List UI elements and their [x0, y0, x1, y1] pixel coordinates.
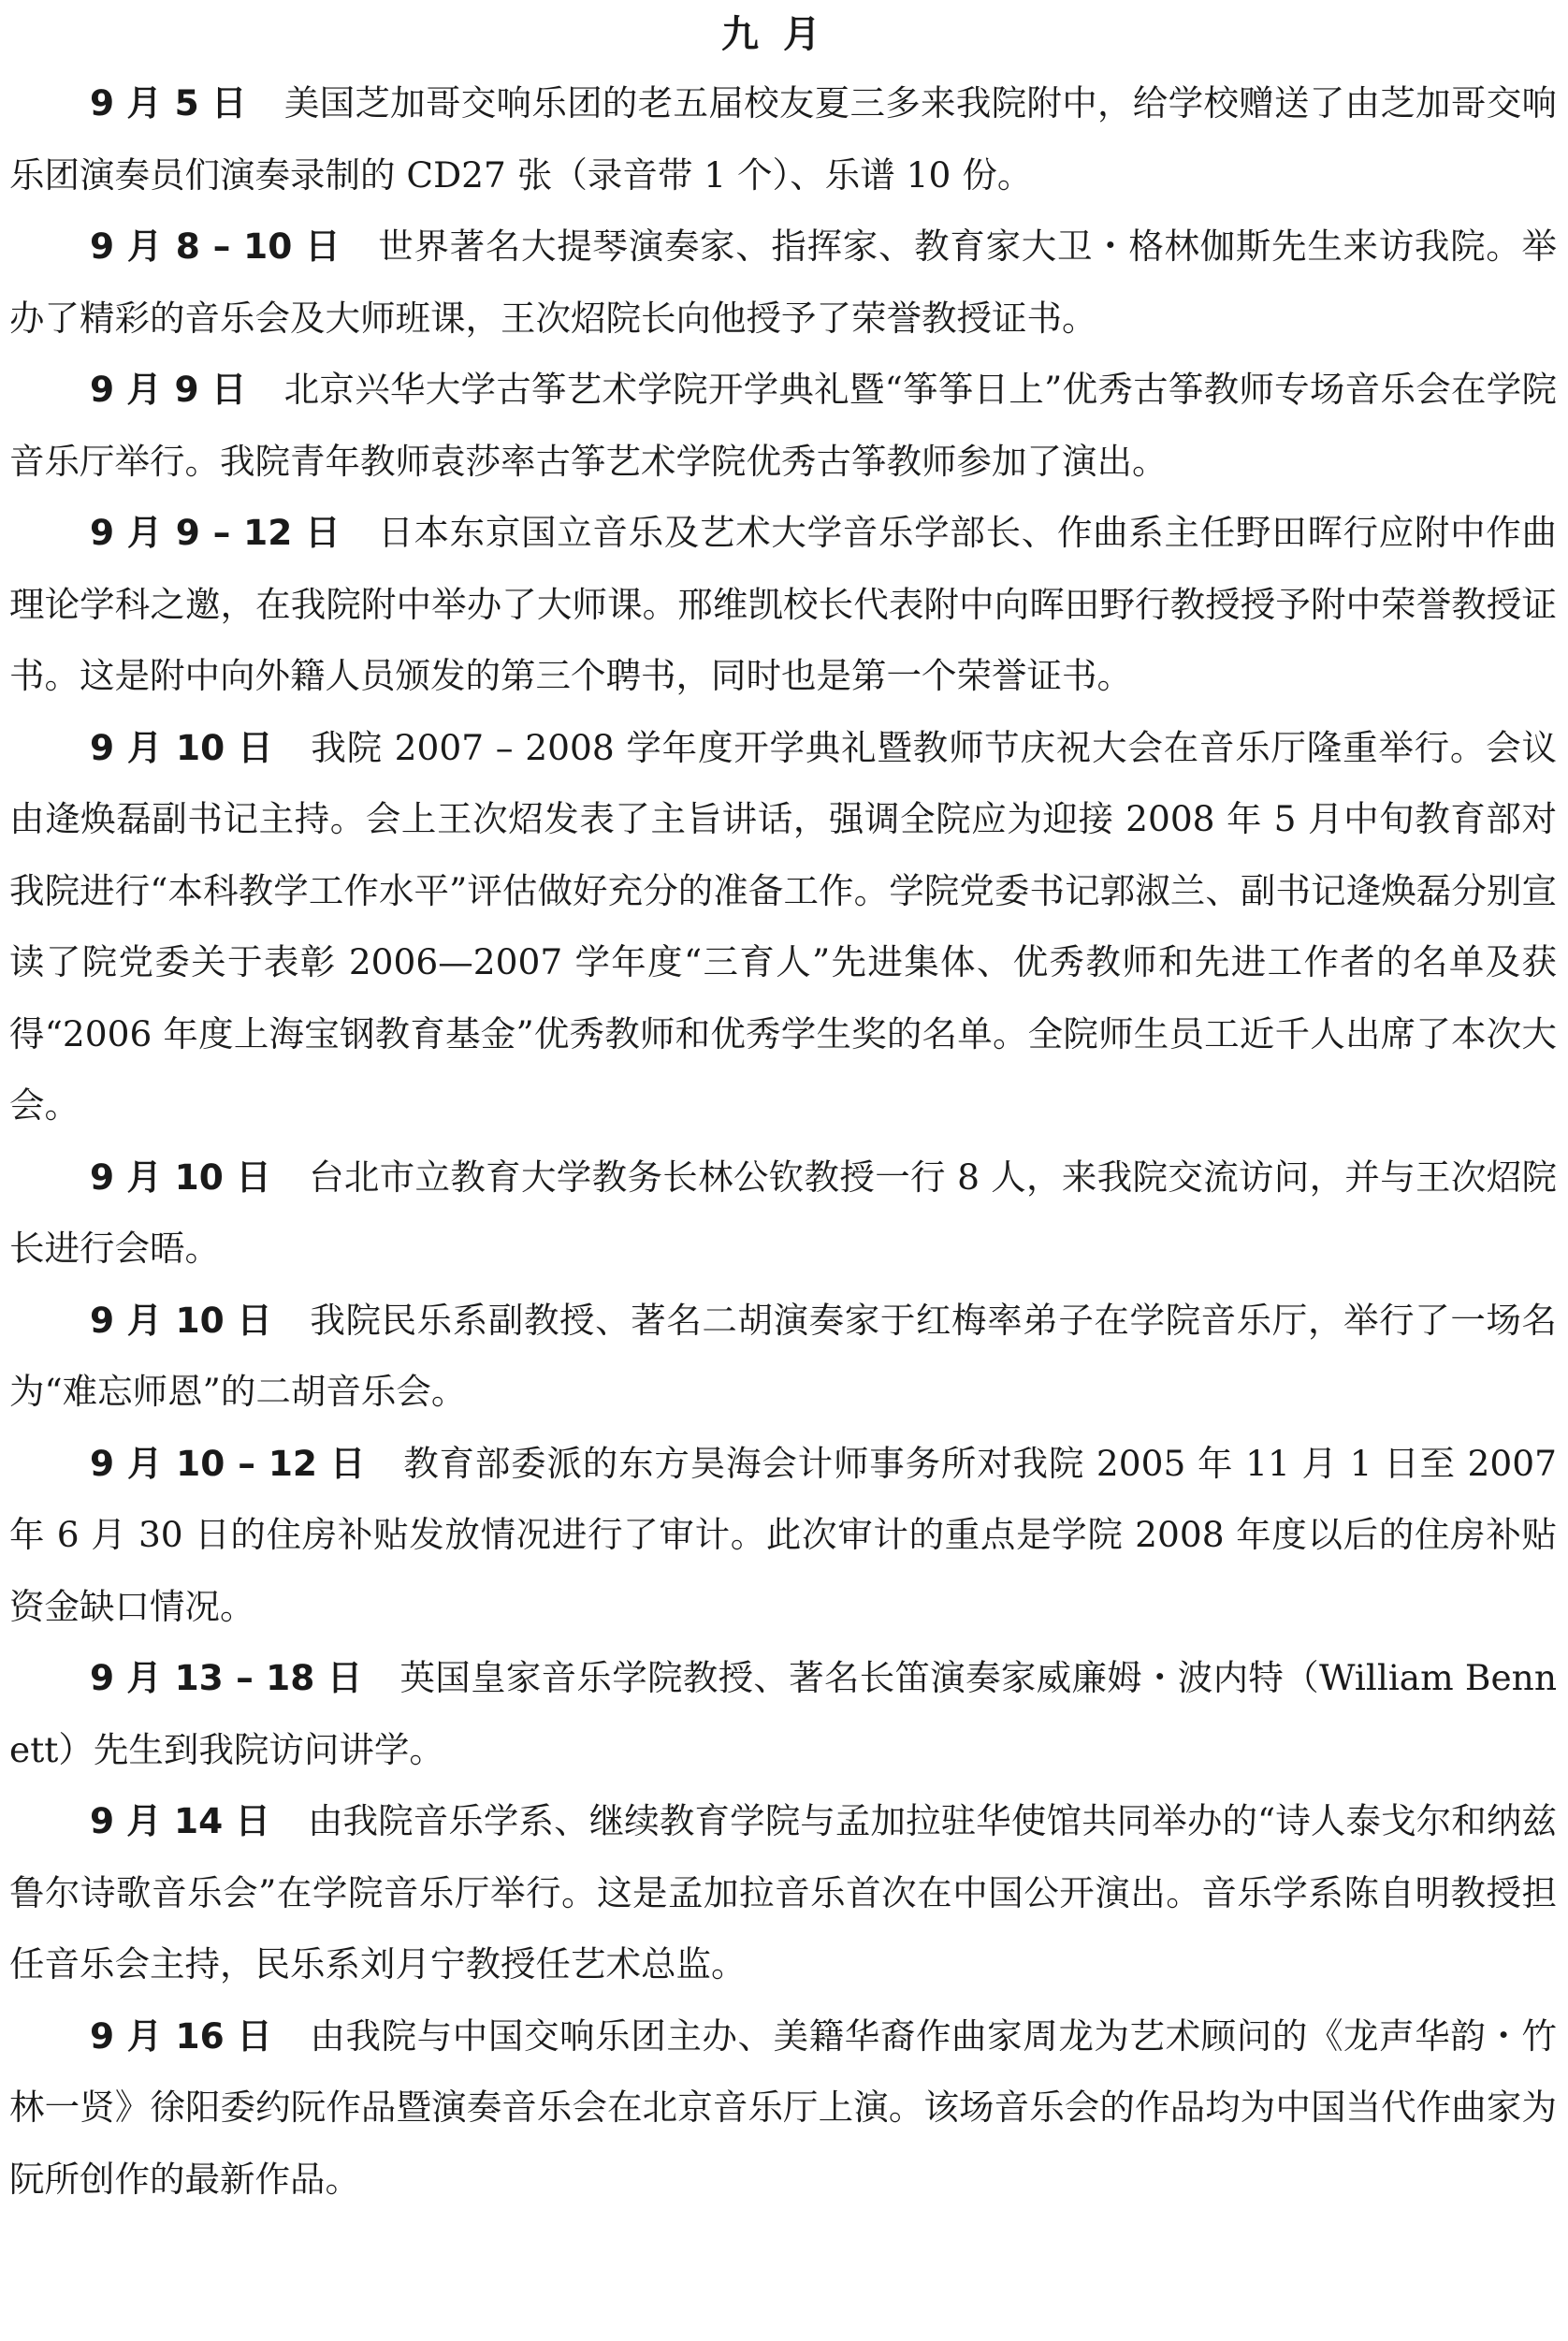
entry-text: 台北市立教育大学教务长林公钦教授一行 8 人，来我院交流访问，并与王次炤院长进行会晤。	[9, 1156, 1557, 1269]
chronicle-entry	[9, 497, 1557, 712]
entry-text: 英国皇家音乐学院教授、著名长笛演奏家威廉姆・波内特（William Bennett）先生到我院访问讲学。	[9, 1657, 1557, 1770]
chronicle-entry	[9, 1141, 1557, 1285]
month-heading: 九月	[721, 13, 845, 56]
chronicle-entry	[9, 354, 1557, 497]
chronicle-entry	[9, 1285, 1557, 1428]
entry-date: 9 月 13 – 18 日	[90, 1657, 363, 1698]
entry-date: 9 月 9 日	[90, 369, 247, 410]
entry-text: 由我院与中国交响乐团主办、美籍华裔作曲家周龙为艺术顾问的《龙声华韵・竹林一贤》徐阳委约阮作品暨演奏音乐会在北京音乐厅上演。该场音乐会的作品均为中国当代作曲家为阮所创作的最新作品。	[9, 2014, 1557, 2200]
chronicle-entry	[9, 211, 1557, 354]
entry-date: 9 月 5 日	[90, 82, 247, 124]
chronicle-entry	[9, 1642, 1557, 1785]
entry-date: 9 月 10 日	[90, 1156, 272, 1198]
entry-text: 美国芝加哥交响乐团的老五届校友夏三多来我院附中，给学校赠送了由芝加哥交响乐团演奏员们演奏录制的 CD27 张（录音带 1 个）、乐谱 10 份。	[9, 82, 1557, 196]
chronicle-entry	[9, 2000, 1557, 2216]
entry-text: 我院民乐系副教授、著名二胡演奏家于红梅率弟子在学院音乐厅，举行了一场名为“难忘师恩”的二胡音乐会。	[9, 1299, 1557, 1412]
entry-text: 由我院音乐学系、继续教育学院与孟加拉驻华使馆共同举办的“诗人泰戈尔和纳兹鲁尔诗歌音乐会”在学院音乐厅举行。这是孟加拉音乐首次在中国公开演出。音乐学系陈自明教授担任音乐会主持，民乐系刘月宁教授任艺术总监。	[9, 1800, 1557, 1985]
entry-date: 9 月 14 日	[90, 1800, 270, 1841]
entry-date: 9 月 10 日	[90, 726, 274, 768]
entry-date: 9 月 9 – 12 日	[90, 512, 341, 553]
entry-date: 9 月 16 日	[90, 2014, 273, 2057]
entry-date: 9 月 8 – 10 日	[90, 225, 341, 267]
entry-date: 9 月 10 日	[90, 1299, 273, 1341]
entry-text: 教育部委派的东方昊海会计师事务所对我院 2005 年 11 月 1 日至 2007 年 6 月 30 日的住房补贴发放情况进行了审计。此次审计的重点是学院 2008 年度以后的住房补贴资金缺口情况。	[9, 1442, 1557, 1627]
chronicle-entries	[9, 67, 1557, 2215]
entry-text: 北京兴华大学古筝艺术学院开学典礼暨“筝筝日上”优秀古筝教师专场音乐会在学院音乐厅举行。我院青年教师袁莎率古筝艺术学院优秀古筝教师参加了演出。	[9, 369, 1557, 482]
entry-date: 9 月 10 – 12 日	[90, 1442, 367, 1484]
chronicle-entry	[9, 1785, 1557, 2000]
entry-text: 日本东京国立音乐及艺术大学音乐学部长、作曲系主任野田晖行应附中作曲理论学科之邀，在我院附中举办了大师课。邢维凯校长代表附中向晖田野行教授授予附中荣誉教授证书。这是附中向外籍人员颁发的第三个聘书，同时也是第一个荣誉证书。	[9, 512, 1557, 696]
entry-text: 我院 2007 – 2008 学年度开学典礼暨教师节庆祝大会在音乐厅隆重举行。会议由逄焕磊副书记主持。会上王次炤发表了主旨讲话，强调全院应为迎接 2008 年 5 月中旬教育部对我院进行“本科教学工作水平”评估做好充分的准备工作。学院党委书记郭淑兰、副书记逄焕磊分别宣读了院党委关于表彰 2006—2007 学年度“三育人”先进集体、优秀教师和先进工作者的名单及获得“2006 年度上海宝钢教育基金”优秀教师和优秀学生奖的名单。全院师生员工近千人出席了本次大会。	[9, 726, 1557, 1126]
chronicle-entry	[9, 712, 1557, 1141]
chronicle-entry	[9, 67, 1557, 211]
chronicle-entry	[9, 1428, 1557, 1643]
entry-text: 世界著名大提琴演奏家、指挥家、教育家大卫・格林伽斯先生来访我院。举办了精彩的音乐会及大师班课，王次炤院长向他授予了荣誉教授证书。	[9, 225, 1557, 339]
